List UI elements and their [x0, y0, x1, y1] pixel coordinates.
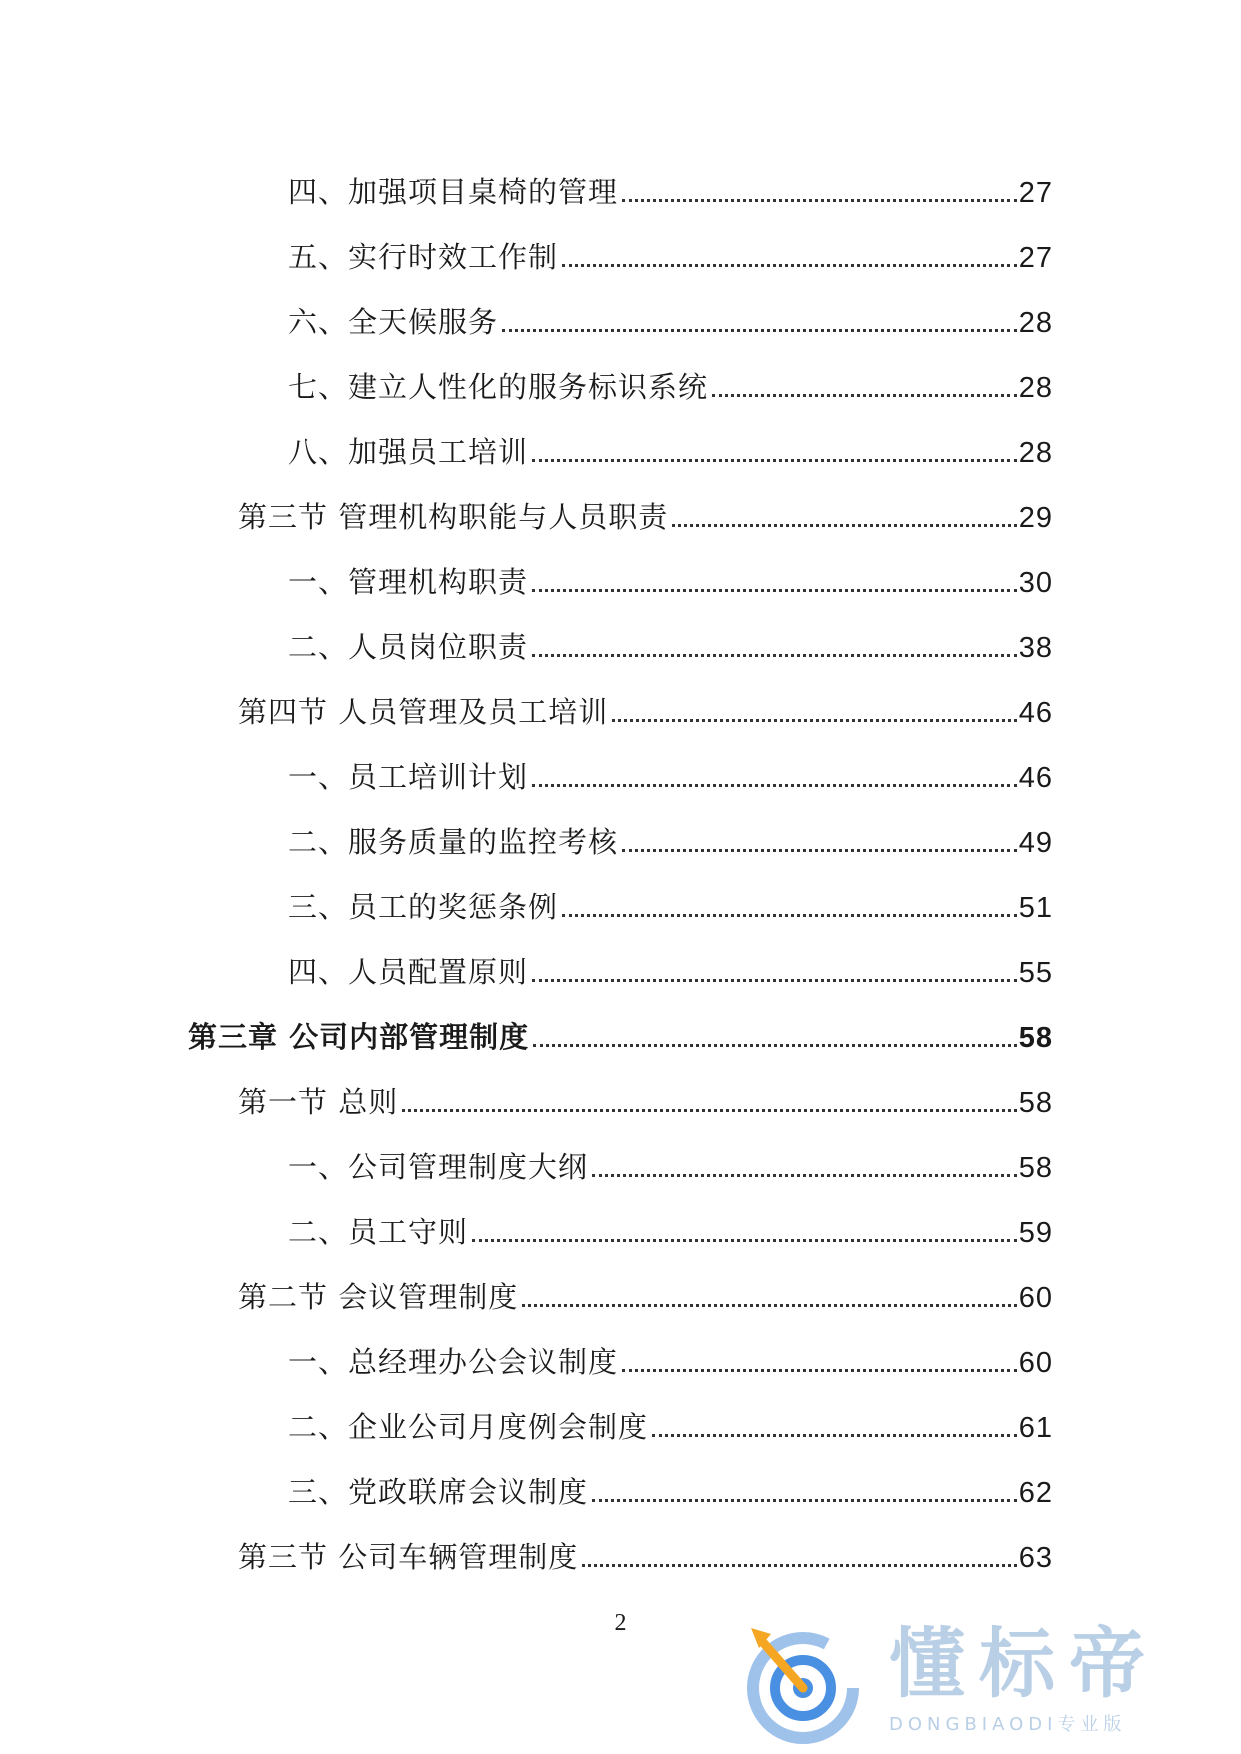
toc-entry[interactable]	[0, 355, 1241, 420]
toc-entry-title: 六、全天候服务	[288, 304, 499, 339]
toc-dot-leader	[562, 264, 1017, 267]
watermark-subtitle: DONGBIAODI专业版	[889, 1713, 1127, 1735]
toc-entry[interactable]	[0, 810, 1241, 875]
toc-dot-leader	[712, 394, 1017, 397]
toc-entry-title: 第一节 总则	[238, 1084, 399, 1119]
toc-dot-leader	[532, 589, 1017, 592]
toc-entry[interactable]	[0, 485, 1241, 550]
toc-entry-title: 第三节 公司车辆管理制度	[238, 1539, 579, 1574]
toc-dot-leader	[502, 329, 1017, 332]
toc-entry-title: 二、人员岗位职责	[288, 629, 529, 664]
toc-entry-title: 四、人员配置原则	[288, 954, 529, 989]
toc-entry-title: 二、企业公司月度例会制度	[288, 1409, 649, 1444]
toc-dot-leader	[532, 784, 1017, 787]
toc-dot-leader	[612, 719, 1017, 722]
toc-entry[interactable]	[0, 940, 1241, 1005]
toc-entry-page: 28	[1018, 371, 1053, 404]
toc-entry[interactable]	[0, 1330, 1241, 1395]
toc-entry-page: 60	[1018, 1346, 1053, 1379]
toc-entry-title: 七、建立人性化的服务标识系统	[288, 369, 709, 404]
toc-entry-page: 51	[1018, 891, 1053, 924]
toc-entry-page: 38	[1018, 631, 1053, 664]
toc-entry-title: 二、服务质量的监控考核	[288, 824, 619, 859]
toc-dot-leader	[472, 1239, 1017, 1242]
toc-entry[interactable]	[0, 1135, 1241, 1200]
toc-entry[interactable]	[0, 1070, 1241, 1135]
toc-dot-leader	[522, 1304, 1017, 1307]
toc-entry-page: 28	[1018, 306, 1053, 339]
toc-dot-leader	[652, 1434, 1017, 1437]
toc-entry[interactable]	[0, 1525, 1241, 1590]
toc-entry-title: 三、党政联席会议制度	[288, 1474, 589, 1509]
watermark	[741, 1613, 1211, 1748]
toc-entry-title: 八、加强员工培训	[288, 434, 529, 469]
toc-dot-leader	[533, 1044, 1017, 1047]
toc-entry[interactable]	[0, 615, 1241, 680]
toc-entry-title: 一、员工培训计划	[288, 759, 529, 794]
toc-entry-page: 58	[1018, 1151, 1053, 1184]
toc-entry-page: 58	[1018, 1086, 1053, 1119]
toc-entry-title: 第四节 人员管理及员工培训	[238, 694, 609, 729]
toc-entry[interactable]	[0, 680, 1241, 745]
toc-entry-page: 55	[1018, 956, 1053, 989]
toc-entry-title: 五、实行时效工作制	[288, 239, 559, 274]
toc-entry[interactable]	[0, 550, 1241, 615]
table-of-contents	[0, 160, 1241, 1590]
toc-entry-page: 28	[1018, 436, 1053, 469]
toc-entry-title: 四、加强项目桌椅的管理	[288, 174, 619, 209]
toc-dot-leader	[592, 1499, 1017, 1502]
toc-dot-leader	[532, 459, 1017, 462]
toc-entry[interactable]	[0, 1005, 1241, 1070]
toc-entry[interactable]	[0, 1460, 1241, 1525]
watermark-brand: 懂标帝	[889, 1618, 1159, 1708]
toc-entry-title: 第二节 会议管理制度	[238, 1279, 519, 1314]
toc-entry[interactable]	[0, 225, 1241, 290]
toc-entry-page: 46	[1018, 761, 1053, 794]
toc-entry-title: 一、总经理办公会议制度	[288, 1344, 619, 1379]
toc-entry[interactable]	[0, 160, 1241, 225]
toc-entry-page: 62	[1018, 1476, 1053, 1509]
toc-entry-page: 59	[1018, 1216, 1053, 1249]
toc-entry-page: 61	[1018, 1411, 1053, 1444]
toc-dot-leader	[402, 1109, 1017, 1112]
toc-entry-title: 第三节 管理机构职能与人员职责	[238, 499, 669, 534]
target-arrow-logo-icon	[741, 1616, 871, 1746]
toc-entry-page: 30	[1018, 566, 1053, 599]
toc-entry-title: 二、员工守则	[288, 1214, 469, 1249]
toc-entry[interactable]	[0, 1395, 1241, 1460]
toc-entry-page: 29	[1018, 501, 1053, 534]
toc-entry-page: 49	[1018, 826, 1053, 859]
toc-entry-title: 第三章 公司内部管理制度	[188, 1019, 530, 1054]
toc-dot-leader	[582, 1564, 1017, 1567]
toc-entry-title: 三、员工的奖惩条例	[288, 889, 559, 924]
page-number: 2	[614, 1610, 627, 1636]
toc-dot-leader	[622, 849, 1017, 852]
toc-entry[interactable]	[0, 1265, 1241, 1330]
toc-dot-leader	[672, 524, 1017, 527]
toc-entry-page: 58	[1018, 1021, 1053, 1054]
toc-entry[interactable]	[0, 745, 1241, 810]
toc-dot-leader	[592, 1174, 1017, 1177]
toc-entry-title: 一、公司管理制度大纲	[288, 1149, 589, 1184]
toc-dot-leader	[562, 914, 1017, 917]
toc-entry-page: 27	[1018, 241, 1053, 274]
toc-dot-leader	[532, 654, 1017, 657]
toc-entry-page: 46	[1018, 696, 1053, 729]
toc-entry[interactable]	[0, 290, 1241, 355]
toc-dot-leader	[622, 199, 1017, 202]
toc-entry-page: 60	[1018, 1281, 1053, 1314]
toc-dot-leader	[532, 979, 1017, 982]
toc-entry-page: 63	[1018, 1541, 1053, 1574]
toc-entry[interactable]	[0, 875, 1241, 940]
toc-entry[interactable]	[0, 1200, 1241, 1265]
toc-dot-leader	[622, 1369, 1017, 1372]
toc-entry-title: 一、管理机构职责	[288, 564, 529, 599]
toc-entry-page: 27	[1018, 176, 1053, 209]
toc-entry[interactable]	[0, 420, 1241, 485]
